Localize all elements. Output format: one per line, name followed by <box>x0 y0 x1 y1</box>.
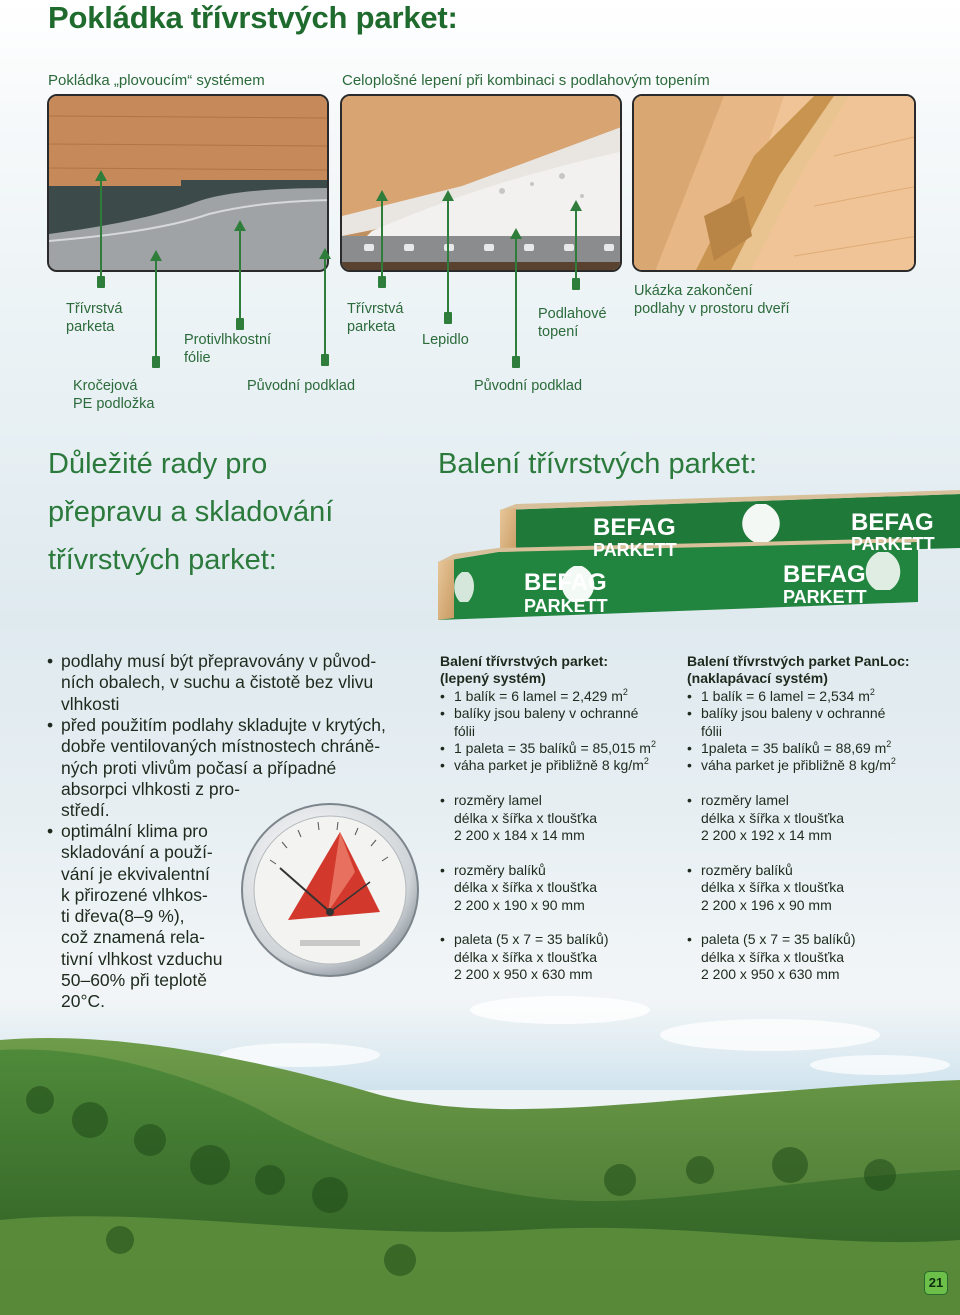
spec-glued-system: Balení třívrstvých parket: (lepený systém) • 1 balík = 6 lamel = 2,429 $m^2$ • balíky jsou baleny v ochranné fólii • 1 paleta = 35 balíků = 85,015 $m^2$ • váha parket je přibližně 8 $kg/m^2$ • rozměry lamel délka x šířka x tloušťka 2 200 x 184 x 14 mm • rozměry balíků délka x šířka x tloušťka 2 200 x 190 x 90 mm • paleta (5 x 7 = 35 balíků) délka x šířka x tloušťka 2 200 x 950 x 630 mm <box>440 653 656 984</box>
brand-subtext: PARKETT <box>593 540 677 560</box>
transport-bullet-1: • podlahy musí být přepravovány v původ- ních obalech, v suchu a čistotě bez vlivu vlhkosti <box>47 651 377 714</box>
brand-text: BEFAG <box>593 514 676 541</box>
caption-glued-system: Celoplošné lepení při kombinaci s podlahovým topením <box>342 72 710 89</box>
hygrometer-image <box>240 802 420 978</box>
brand-subtext: PARKETT <box>851 534 935 554</box>
brand-subtext: PARKETT <box>783 587 867 607</box>
landscape-background <box>0 980 960 1315</box>
pointer-arrow <box>575 210 577 286</box>
label-trivrstva-parketa: Třívrstvá parketa <box>66 301 123 335</box>
label-lepidlo: Lepidlo <box>422 332 469 348</box>
pointer-arrow <box>381 200 383 284</box>
label-protivlhkostni-folie: Protivlhkostní fólie <box>184 332 272 366</box>
brand-text: BEFAG <box>524 569 607 596</box>
label-trivrstva-parketa-2: Třívrstvá parketa <box>347 301 404 335</box>
pointer-arrow <box>239 230 241 326</box>
pointer-arrow <box>324 258 326 362</box>
pointer-arrow <box>515 238 517 364</box>
brand-text: BEFAG <box>851 509 934 536</box>
photo-door-transition <box>632 94 916 272</box>
pointer-arrow <box>100 180 102 284</box>
packaging-heading: Balení třívrstvých parket: <box>438 448 758 480</box>
label-krocejova-podlozka: Kročejová PE podložka <box>73 378 155 412</box>
page-title: Pokládka třívrstvých parket: <box>48 0 458 35</box>
transport-heading: Důležité rady pro přepravu a skladování třívrstvých parket: <box>48 448 334 576</box>
transport-bullet-3: • optimální klima pro skladování a použí- vání je ekvivalentní k přirozené vlhkos- ti dřeva(8–9 %), což znamená rela- tivní vlhkost vzduchu 50–60% při teplotě 20°C. <box>47 821 223 1012</box>
label-puvodni-podklad: Původní podklad <box>247 378 356 394</box>
parquet-packages-image <box>438 490 960 625</box>
spec-panloc-system: Balení třívrstvých parket PanLoc: (naklapávací systém) • 1 balík = 6 lamel = 2,534 $m^2$ • balíky jsou baleny v ochranné fólii • 1paleta = 35 balíků = 88,69 $m^2$ • váha parket je přibližně 8 $kg/m^2$ • rozměry lamel délka x šířka x tloušťka 2 200 x 192 x 14 mm • rozměry balíků délka x šířka x tloušťka 2 200 x 196 x 90 mm • paleta (5 x 7 = 35 balíků) délka x šířka x tloušťka 2 200 x 950 x 630 mm <box>687 653 910 984</box>
label-podlahove-topeni: Podlahové topení <box>538 306 607 340</box>
caption-floating-system: Pokládka „plovoucím“ systémem <box>48 72 265 89</box>
pointer-arrow <box>155 260 157 364</box>
page-number: 21 <box>924 1271 948 1295</box>
brand-subtext: PARKETT <box>524 596 608 616</box>
photo-floating-system <box>47 94 329 272</box>
label-puvodni-podklad-2: Původní podklad <box>474 378 583 394</box>
label-ukazka-zakonceni: Ukázka zakončení podlahy v prostoru dveří <box>634 283 790 317</box>
pointer-arrow <box>447 200 449 320</box>
brand-text: BEFAG <box>783 561 866 588</box>
transport-bullet-2: • před použitím podlahy skladujte v krytých, dobře ventilovaných místnostech chráně- ných proti vlivům počasí a případné absorpci vlhkosti z pro- středí. <box>47 715 386 821</box>
